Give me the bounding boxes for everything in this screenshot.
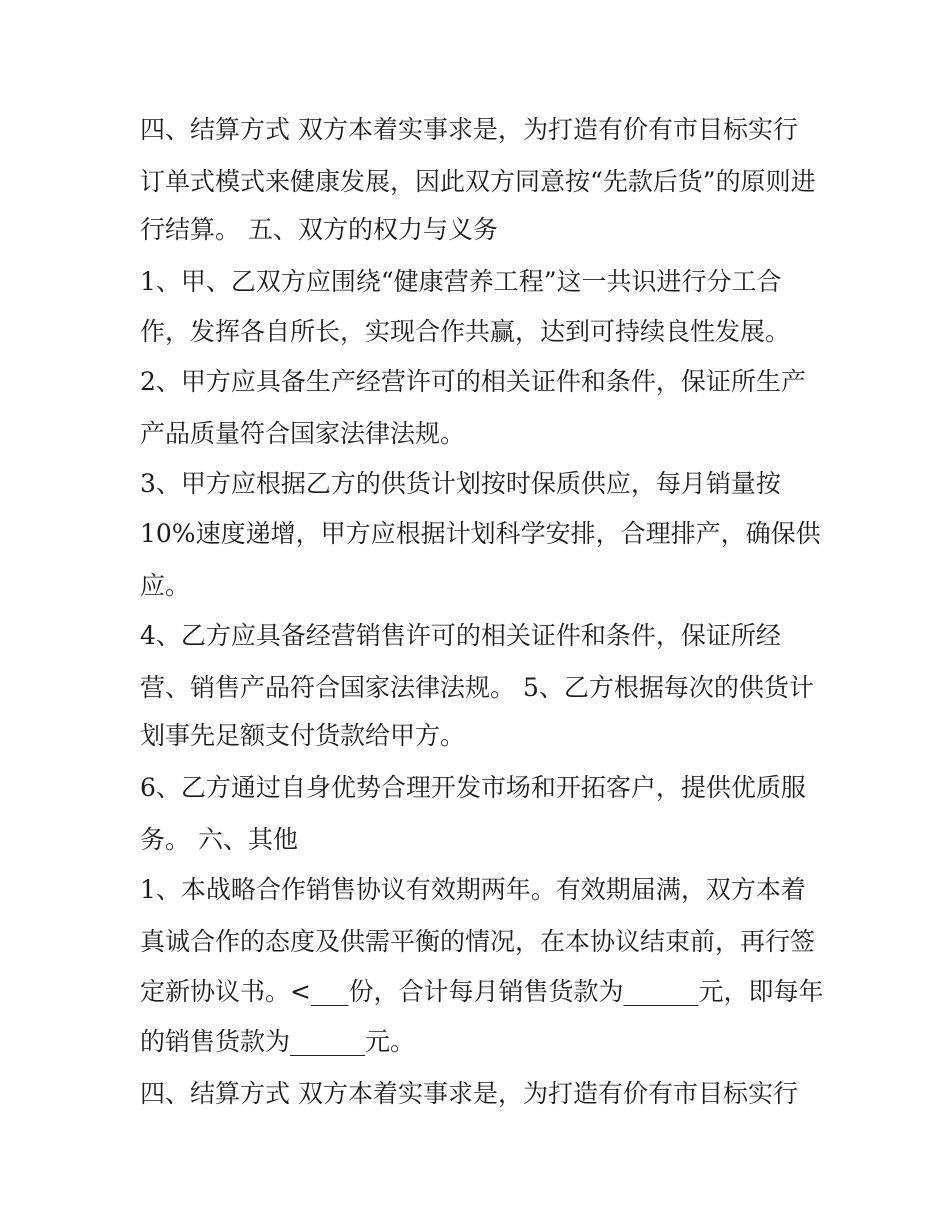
text-line-7: 产品质量符合国家法律法规。 [140, 419, 466, 448]
text-line-10: 应。 [140, 571, 191, 600]
text-line-17: 真诚合作的态度及供需平衡的情况，在本协议结束前，再行签 [140, 927, 816, 956]
text-line-4: 1、甲、乙双方应围绕“健康营养工程”这一共识进行分工合 [140, 267, 782, 296]
text-line-12: 营、销售产品符合国家法律法规。 5、乙方根据每次的供货计 [140, 673, 814, 702]
text-line-3: 行结算。 五、双方的权力与义务 [140, 215, 498, 244]
text-line-8: 3、甲方应根据乙方的供货计划按时保质供应，每月销量按 [140, 469, 781, 498]
text-line-13: 划事先足额支付货款给甲方。 [140, 721, 466, 750]
text-line-16: 1、本战略合作销售协议有效期两年。有效期届满，双方本着 [140, 875, 806, 904]
text-line-5: 作，发挥各自所长，实现合作共赢，达到可持续良性发展。 [140, 317, 791, 346]
text-line-18: 定新协议书。<___份，合计每月销售货款为______元，即每年 [140, 977, 824, 1006]
text-line-14: 6、乙方通过自身优势合理开发市场和开拓客户，提供优质服 [140, 773, 806, 802]
text-line-15: 务。 六、其他 [140, 825, 298, 854]
text-line-6: 2、甲方应具备生产经营许可的相关证件和条件，保证所生产 [140, 367, 806, 396]
text-line-2: 订单式模式来健康发展，因此双方同意按“先款后货”的原则进 [140, 167, 816, 196]
text-line-1: 四、结算方式 双方本着实事求是，为打造有价有市目标实行 [140, 115, 798, 144]
text-line-9: 10%速度递增，甲方应根据计划科学安排，合理排产，确保供 [140, 519, 821, 548]
text-line-11: 4、乙方应具备经营销售许可的相关证件和条件，保证所经 [140, 621, 781, 650]
text-line-19: 的销售货款为______元。 [140, 1027, 416, 1056]
text-line-20: 四、结算方式 双方本着实事求是，为打造有价有市目标实行 [140, 1079, 798, 1108]
